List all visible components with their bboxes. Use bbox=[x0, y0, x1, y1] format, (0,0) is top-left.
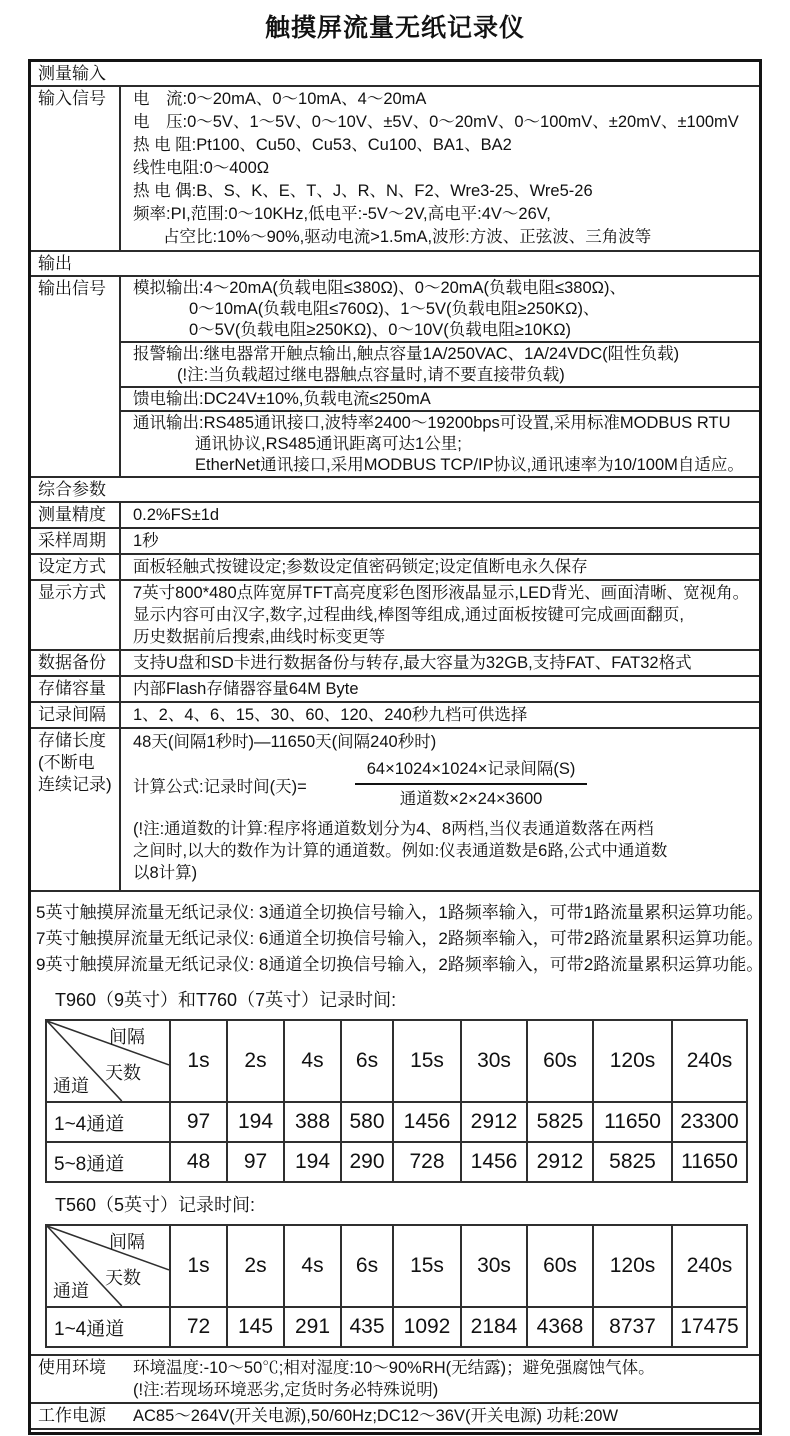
spec-line: 支持U盘和SD卡进行数据备份与转存,最大容量为32GB,支持FAT、FAT32格式 bbox=[133, 654, 692, 672]
row-power bbox=[31, 1404, 759, 1430]
days-value: 2912 bbox=[461, 1102, 527, 1142]
spec-line: 占空比:10%～90%,驱动电流>1.5mA,波形:方波、正弦波、三角波等 bbox=[163, 228, 652, 246]
days-value: 145 bbox=[227, 1307, 284, 1347]
label-line: 连续记录) bbox=[38, 775, 112, 794]
formula-prefix: 计算公式:记录时间(天)= bbox=[133, 777, 307, 796]
days-value: 48 bbox=[170, 1142, 227, 1182]
days-value: 72 bbox=[170, 1307, 227, 1347]
storage-range: 48天(间隔1秒时)—11650天(间隔240秒时) bbox=[133, 733, 437, 751]
model-line-7inch: 7英寸触摸屏流量无纸记录仪: 6通道全切换信号输入，2路频率输入，可带2路流量累积运算功能。 bbox=[36, 929, 764, 948]
output-signal-content bbox=[121, 277, 759, 476]
interval-header: 240s bbox=[672, 1225, 747, 1307]
spec-line: 模拟输出:4～20mA(负载电阻≤380Ω)、0～20mA(负载电阻≤380Ω)、 bbox=[133, 279, 626, 297]
interval-header: 1s bbox=[170, 1225, 227, 1307]
days-value: 290 bbox=[341, 1142, 393, 1182]
section-header-output: 输出 bbox=[31, 252, 759, 277]
interval-header: 120s bbox=[593, 1020, 672, 1102]
corner-label-interval: 间隔 bbox=[109, 1232, 145, 1252]
row-display-method bbox=[31, 581, 759, 651]
days-value: 97 bbox=[170, 1102, 227, 1142]
interval-header: 15s bbox=[393, 1020, 461, 1102]
spec-line: 0～5V(负载电阻≥250KΩ)、0～10V(负载电阻≥10KΩ) bbox=[189, 321, 572, 339]
days-value: 435 bbox=[341, 1307, 393, 1347]
spec-line: 显示内容可由汉字,数字,过程曲线,棒图等组成,通过面板按键可完成画面翻页, bbox=[133, 606, 684, 624]
page-title: 触摸屏流量无纸记录仪 bbox=[264, 14, 525, 42]
spec-line: 0.2%FS±1d bbox=[133, 506, 220, 524]
storage-formula bbox=[133, 759, 759, 810]
row-accuracy bbox=[31, 503, 759, 529]
section-header-general-params: 综合参数 bbox=[31, 478, 759, 503]
row-input-signal bbox=[31, 87, 759, 252]
days-value: 2912 bbox=[527, 1142, 593, 1182]
interval-header: 30s bbox=[461, 1225, 527, 1307]
row-label-environment: 使用环境 bbox=[38, 1358, 106, 1377]
days-value: 1456 bbox=[461, 1142, 527, 1182]
interval-header: 60s bbox=[527, 1225, 593, 1307]
spec-line: 7英寸800*480点阵宽屏TFT高亮度彩色图形液晶显示,LED背光、画面清晰、宽视角。 bbox=[133, 584, 750, 602]
subrow-analog-output bbox=[121, 277, 759, 343]
formula-denominator: 通道数×2×24×3600 bbox=[399, 790, 543, 808]
row-label: 设定方式 bbox=[31, 555, 121, 579]
row-label-power: 工作电源 bbox=[38, 1406, 106, 1425]
row-label-output-signal: 输出信号 bbox=[31, 277, 121, 476]
row-label: 记录间隔 bbox=[31, 703, 121, 727]
channel-row-label: 1~4通道 bbox=[46, 1307, 170, 1347]
spec-line: 馈电输出:DC24V±10%,负载电流≤250mA bbox=[133, 390, 431, 408]
days-value: 8737 bbox=[593, 1307, 672, 1347]
row-label-input-signal: 输入信号 bbox=[31, 87, 121, 250]
spec-line: 热 电 偶:B、S、K、E、T、J、R、N、F2、Wre3-25、Wre5-26 bbox=[133, 182, 593, 200]
interval-header: 4s bbox=[284, 1020, 341, 1102]
row-storage-capacity bbox=[31, 677, 759, 703]
spec-line: 内部Flash存储器容量64M Byte bbox=[133, 680, 359, 698]
table-row bbox=[46, 1142, 747, 1182]
interval-header: 6s bbox=[341, 1225, 393, 1307]
model-line-9inch: 9英寸触摸屏流量无纸记录仪: 8通道全切换信号输入，2路频率输入，可带2路流量累积运算功能。 bbox=[36, 955, 764, 974]
days-value: 11650 bbox=[593, 1102, 672, 1142]
corner-label-interval: 间隔 bbox=[109, 1027, 145, 1047]
power-content bbox=[121, 1404, 759, 1428]
days-value: 97 bbox=[227, 1142, 284, 1182]
spec-line: 电 压:0～5V、1～5V、0～10V、±5V、0～20mV、0～100mV、±20mV、±100mV bbox=[133, 113, 739, 131]
section-header-measure-input: 测量输入 bbox=[31, 62, 759, 87]
corner-label-channel: 通道 bbox=[53, 1076, 89, 1096]
days-value: 5825 bbox=[527, 1102, 593, 1142]
spec-line: (!注:当负载超过继电器触点容量时,请不要直接带负载) bbox=[177, 366, 565, 384]
days-value: 5825 bbox=[593, 1142, 672, 1182]
corner-label-days: 天数 bbox=[105, 1268, 141, 1288]
corner-label-days: 天数 bbox=[105, 1063, 141, 1083]
record-table-t560 bbox=[45, 1224, 748, 1348]
spec-line: 1秒 bbox=[133, 532, 159, 550]
spec-line: 电 流:0～20mA、0～10mA、4～20mA bbox=[133, 90, 427, 108]
subrow-comm-output bbox=[121, 412, 759, 476]
label-line: (不断电 bbox=[38, 753, 95, 772]
storage-length-content bbox=[121, 729, 759, 890]
table-row bbox=[46, 1102, 747, 1142]
corner-label-channel: 通道 bbox=[53, 1281, 89, 1301]
row-label: 数据备份 bbox=[31, 651, 121, 675]
storage-note-line: (!注:通道数的计算:程序将通道数划分为4、8两档,当仪表通道数落在两档 bbox=[133, 820, 654, 838]
record-table-title-t960-t760: T960（9英寸）和T760（7英寸）记录时间: bbox=[55, 990, 397, 1010]
days-value: 17475 bbox=[672, 1307, 747, 1347]
interval-header: 240s bbox=[672, 1020, 747, 1102]
row-sample-period bbox=[31, 529, 759, 555]
row-label: 存储容量 bbox=[31, 677, 121, 701]
interval-header: 15s bbox=[393, 1225, 461, 1307]
row-environment bbox=[31, 1356, 759, 1404]
input-signal-content bbox=[121, 87, 759, 250]
label-line: 存储长度 bbox=[38, 731, 106, 750]
spec-line: 历史数据前后搜索,曲线时标变更等 bbox=[133, 628, 386, 646]
days-value: 23300 bbox=[672, 1102, 747, 1142]
days-value: 194 bbox=[284, 1142, 341, 1182]
subrow-feed-output bbox=[121, 388, 759, 412]
days-value: 4368 bbox=[527, 1307, 593, 1347]
interval-header: 4s bbox=[284, 1225, 341, 1307]
spec-line: 环境温度:-10～50℃;相对湿度:10～90%RH(无结露)；避免强腐蚀气体。 bbox=[133, 1359, 655, 1377]
days-value: 580 bbox=[341, 1102, 393, 1142]
spec-line: 通讯输出:RS485通讯接口,波特率2400～19200bps可设置,采用标准MODBUS RTU bbox=[133, 414, 731, 432]
spec-line: 线性电阻:0～400Ω bbox=[133, 159, 270, 177]
interval-header: 60s bbox=[527, 1020, 593, 1102]
table-row bbox=[46, 1307, 747, 1347]
spec-sheet bbox=[28, 59, 762, 1435]
record-table-t960-t760 bbox=[45, 1019, 748, 1183]
days-value: 1092 bbox=[393, 1307, 461, 1347]
row-output-signal bbox=[31, 277, 759, 478]
storage-note-line: 以8计算) bbox=[133, 864, 198, 882]
record-table-header-row bbox=[46, 1225, 747, 1307]
formula-fraction bbox=[355, 759, 588, 810]
channel-row-label: 5~8通道 bbox=[46, 1142, 170, 1182]
interval-header: 30s bbox=[461, 1020, 527, 1102]
record-table-title-t560: T560（5英寸）记录时间: bbox=[55, 1195, 256, 1215]
environment-content bbox=[121, 1356, 759, 1402]
row-label: 采样周期 bbox=[31, 529, 121, 553]
interval-header: 2s bbox=[227, 1020, 284, 1102]
spec-line: (!注:若现场环境恶劣,定货时务必特殊说明) bbox=[133, 1381, 439, 1399]
row-data-backup bbox=[31, 651, 759, 677]
spec-line: 报警输出:继电器常开触点输出,触点容量1A/250VAC、1A/24VDC(阻性负载) bbox=[133, 345, 680, 363]
storage-note-line: 之间时,以大的数作为计算的通道数。例如:仪表通道数是6路,公式中通道数 bbox=[133, 842, 668, 860]
row-label: 测量精度 bbox=[31, 503, 121, 527]
spec-line: EtherNet通讯接口,采用MODBUS TCP/IP协议,通讯速率为10/100M自适应。 bbox=[195, 456, 744, 474]
days-value: 388 bbox=[284, 1102, 341, 1142]
interval-header: 120s bbox=[593, 1225, 672, 1307]
days-value: 194 bbox=[227, 1102, 284, 1142]
spec-line: 通讯协议,RS485通讯距离可达1公里; bbox=[195, 435, 462, 453]
corner-header-cell bbox=[46, 1020, 170, 1102]
corner-header-cell bbox=[46, 1225, 170, 1307]
formula-numerator: 64×1024×1024×记录间隔(S) bbox=[355, 759, 588, 785]
row-setting-method bbox=[31, 555, 759, 581]
spec-line: 面板轻触式按键设定;参数设定值密码锁定;设定值断电永久保存 bbox=[133, 558, 588, 576]
interval-header: 1s bbox=[170, 1020, 227, 1102]
model-line-5inch: 5英寸触摸屏流量无纸记录仪: 3通道全切换信号输入，1路频率输入，可带1路流量累积运算功能。 bbox=[36, 903, 764, 922]
days-value: 2184 bbox=[461, 1307, 527, 1347]
days-value: 291 bbox=[284, 1307, 341, 1347]
spec-line: 频率:PI,范围:0～10KHz,低电平:-5V～2V,高电平:4V～26V, bbox=[133, 205, 551, 223]
days-value: 1456 bbox=[393, 1102, 461, 1142]
spec-line: AC85～264V(开关电源),50/60Hz;DC12～36V(开关电源) 功耗:20W bbox=[133, 1407, 619, 1425]
row-label: 显示方式 bbox=[31, 581, 121, 649]
spec-line: 1、2、4、6、15、30、60、120、240秒九档可供选择 bbox=[133, 706, 528, 724]
models-section bbox=[31, 892, 764, 1356]
row-storage-length bbox=[31, 729, 759, 892]
interval-header: 2s bbox=[227, 1225, 284, 1307]
spec-line: 热 电 阻:Pt100、Cu50、Cu53、Cu100、BA1、BA2 bbox=[133, 136, 512, 154]
days-value: 11650 bbox=[672, 1142, 747, 1182]
record-table-header-row bbox=[46, 1020, 747, 1102]
row-label-storage-length bbox=[31, 729, 121, 890]
row-record-interval bbox=[31, 703, 759, 729]
interval-header: 6s bbox=[341, 1020, 393, 1102]
spec-line: 0～10mA(负载电阻≤760Ω)、1～5V(负载电阻≥250KΩ)、 bbox=[189, 300, 600, 318]
subrow-alarm-output bbox=[121, 343, 759, 388]
days-value: 728 bbox=[393, 1142, 461, 1182]
channel-row-label: 1~4通道 bbox=[46, 1102, 170, 1142]
